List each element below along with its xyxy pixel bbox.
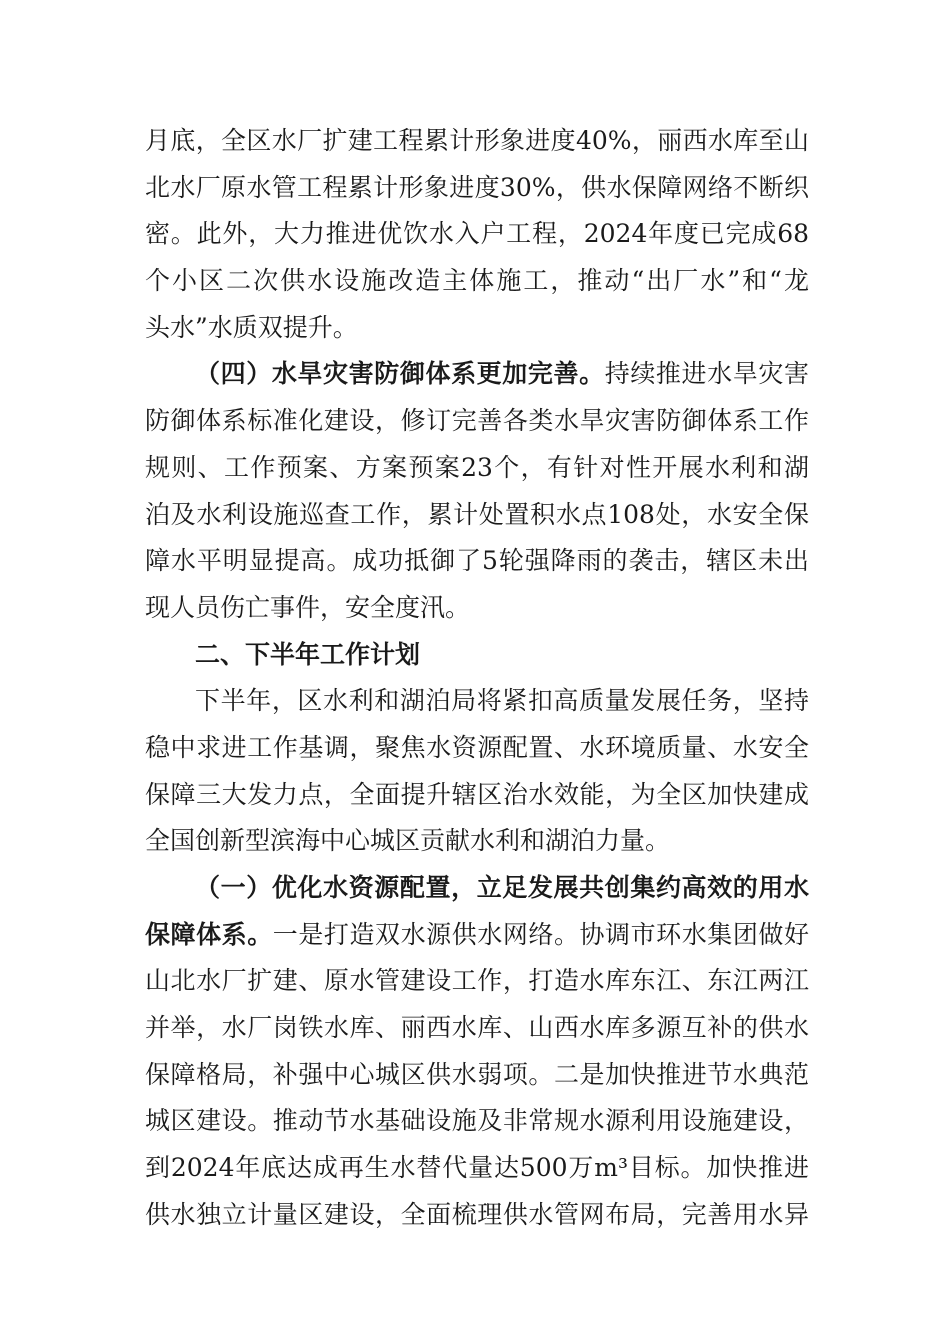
- paragraph-water-resource-allocation: [145, 865, 809, 1239]
- text-line: 规则、工作预案、方案预案23个，有针对性开展水利和湖: [145, 452, 809, 482]
- text-line: 到2024年底达成再生水替代量达500万m³目标。加快推进: [145, 1153, 809, 1183]
- text-line: 障水平明显提高。成功抵御了5轮强降雨的袭击，辖区未出: [145, 546, 809, 576]
- text-line: 城区建设。推动节水基础设施及非常规水源利用设施建设，: [145, 1106, 809, 1136]
- text-line: 头水”水质双提升。: [145, 312, 358, 342]
- text-line: [145, 912, 809, 959]
- text-line: 全国创新型滨海中心城区贡献水利和湖泊力量。: [145, 826, 671, 856]
- text-line: 保障三大发力点，全面提升辖区治水效能，为全区加快建成: [145, 779, 809, 809]
- document-body: [145, 118, 809, 1239]
- section-heading: 二、下半年工作计划: [195, 639, 421, 669]
- text-line: 月底，全区水厂扩建工程累计形象进度40%，丽西水库至山: [145, 126, 809, 155]
- text-run: 一是打造双水源供水网络。协调市环水集团做好: [272, 919, 809, 949]
- text-line: 泊及水利设施巡查工作，累计处置积水点108处，水安全保: [145, 499, 809, 529]
- section-lead: （四）水旱灾害防御体系更加完善。: [195, 359, 605, 389]
- text-line: 并举，水厂岗铁水库、丽西水库、山西水库多源互补的供水: [145, 1013, 809, 1043]
- paragraph-water-supply-progress: [145, 118, 809, 351]
- text-line: 供水独立计量区建设，全面梳理供水管网布局，完善用水异: [145, 1199, 809, 1229]
- paragraph-flood-drought-defense: [145, 351, 809, 631]
- paragraph-second-half-plan: [145, 678, 809, 865]
- text-line: 北水厂原水管工程累计形象进度30%，供水保障网络不断织: [145, 172, 809, 202]
- text-run: 持续推进水旱灾害: [604, 359, 809, 389]
- text-line: 山北水厂扩建、原水管建设工作，打造水库东江、东江两江: [145, 966, 809, 996]
- text-line: 防御体系标准化建设，修订完善各类水旱灾害防御体系工作: [145, 406, 809, 436]
- text-line: 个小区二次供水设施改造主体施工，推动“出厂水”和“龙: [145, 266, 809, 296]
- section-lead: （一）优化水资源配置，立足发展共创集约高效的用水: [195, 873, 809, 902]
- text-line: 保障格局，补强中心城区供水弱项。二是加快推进节水典范: [145, 1059, 809, 1089]
- text-line: [145, 351, 809, 398]
- text-line: 现人员伤亡事件，安全度汛。: [145, 592, 471, 622]
- text-line: 下半年，区水利和湖泊局将紧扣高质量发展任务，坚持: [195, 686, 809, 716]
- section-lead: 保障体系。: [145, 919, 273, 949]
- text-line: 密。此外，大力推进优饮水入户工程，2024年度已完成68: [145, 219, 809, 249]
- text-line: 稳中求进工作基调，聚焦水资源配置、水环境质量、水安全: [145, 732, 809, 762]
